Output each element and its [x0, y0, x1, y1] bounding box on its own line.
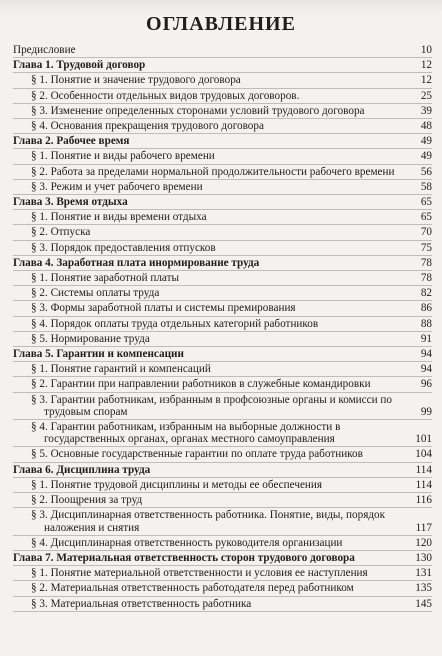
- toc-entry-page: 49: [420, 135, 432, 148]
- toc-entry-title: Предисловие: [13, 44, 76, 56]
- toc-entry-title: § 3. Порядок предоставления отпусков: [31, 241, 216, 254]
- toc-section-row: [13, 508, 432, 535]
- toc-entry-title: Глава 6. Дисциплина труда: [13, 463, 151, 476]
- toc-entry-title: § 2. Поощрения за труд: [31, 494, 143, 507]
- toc-section-row: [13, 286, 432, 301]
- toc-entry-page: 88: [420, 317, 432, 330]
- page-title: ОГЛАВЛЕНИЕ: [146, 13, 296, 35]
- toc-section-row: [13, 478, 432, 493]
- toc-section-row: [13, 581, 432, 596]
- toc-chapter-row: [13, 256, 432, 271]
- toc-entry-title: § 1. Понятие трудовой дисциплины и методы ее обеспечения: [31, 478, 323, 491]
- toc-chapter-row: [13, 58, 432, 73]
- toc-entry-page: 120: [415, 536, 432, 549]
- toc-entry-page: 96: [420, 378, 432, 391]
- toc-section-row: [13, 210, 432, 225]
- toc-entry-title: § 2. Материальная ответственность работодателя перед работником: [31, 582, 354, 595]
- toc-entry-page: 56: [420, 165, 432, 178]
- toc-entry-page: 65: [420, 196, 432, 209]
- toc-entry-page: 65: [420, 211, 432, 224]
- toc-section-row: [13, 317, 432, 332]
- toc-entry-title: § 3. Формы заработной платы и системы премирования: [31, 302, 296, 315]
- previous-page-bleed: [0, 0, 442, 14]
- toc-entry-page: 86: [420, 302, 432, 315]
- toc-entry-title: § 1. Понятие материальной ответственности и условия ее наступления: [31, 567, 368, 580]
- toc-section-row: [13, 332, 432, 347]
- toc-entry-title: Глава 4. Заработная плата инормирование труда: [13, 256, 260, 269]
- toc-section-row: [13, 73, 432, 88]
- toc-entry-page: 78: [420, 256, 432, 269]
- toc-entry-title: § 4. Порядок оплаты труда отдельных категорий работников: [31, 317, 319, 330]
- toc-entry-page: 94: [420, 363, 432, 376]
- toc-entry-title: § 5. Нормирование труда: [31, 332, 150, 345]
- toc-entry-page: 117: [415, 521, 432, 534]
- toc-entry-page: 101: [415, 433, 432, 446]
- toc-entry-title: § 2. Работа за пределами нормальной продолжительности рабочего времени: [31, 165, 395, 178]
- toc-section-row: [13, 180, 432, 195]
- toc-entry-title: § 1. Понятие и значение трудового договора: [31, 74, 241, 87]
- toc-entry-page: 78: [420, 272, 432, 285]
- toc-entry-title: § 2. Гарантии при направлении работников в служебные командировки: [31, 378, 371, 391]
- toc-section-row: [13, 165, 432, 180]
- toc-section-row: [13, 119, 432, 134]
- toc-entry-page: 99: [420, 405, 432, 418]
- toc-section-row: [13, 493, 432, 508]
- toc-chapter-row: [13, 463, 432, 478]
- toc-row: [13, 43, 432, 58]
- toc-chapter-row: [13, 551, 432, 566]
- toc-section-row: [13, 271, 432, 286]
- toc-entry-page: 75: [420, 241, 432, 254]
- toc-entry-title: § 1. Понятие заработной платы: [31, 272, 180, 285]
- toc-section-row: [13, 447, 432, 462]
- toc-entry-page: 114: [415, 478, 432, 491]
- toc-entry-title: Глава 3. Время отдыха: [13, 196, 128, 209]
- toc-entry-title: § 3. Изменение определенных сторонами условий трудового договора: [31, 104, 365, 117]
- toc-section-row: [13, 104, 432, 119]
- toc-entry-page: 70: [420, 226, 432, 239]
- toc-entry-page: 12: [420, 59, 432, 72]
- toc-entry-page: 49: [420, 150, 432, 163]
- toc-entry-title: § 5. Основные государственные гарантии по оплате труда работников: [31, 448, 363, 461]
- toc-entry-title: § 3. Дисциплинарная ответственность работника. Понятие, виды, порядок наложения и снятия: [31, 509, 386, 534]
- toc-entry-title: Глава 7. Материальная ответственность сторон трудового договора: [13, 551, 355, 564]
- toc-entry-page: 114: [415, 463, 432, 476]
- toc-chapter-row: [13, 347, 432, 362]
- toc-entry-page: 116: [415, 494, 432, 507]
- toc-section-row: [13, 149, 432, 164]
- toc-section-row: [13, 420, 432, 447]
- toc-entry-page: 25: [420, 89, 432, 102]
- toc-section-row: [13, 362, 432, 377]
- toc-section-row: [13, 241, 432, 256]
- toc-entry-page: 10: [420, 44, 432, 56]
- toc-entry-page: 94: [420, 348, 432, 361]
- toc-entry-title: § 4. Дисциплинарная ответственность руководителя организации: [31, 536, 343, 549]
- toc-entry-page: 58: [420, 180, 432, 193]
- toc-entry-title: § 3. Материальная ответственность работника: [31, 597, 252, 610]
- toc-section-row: [13, 536, 432, 551]
- toc-entry-title: § 2. Особенности отдельных видов трудовых договоров.: [31, 89, 300, 102]
- toc-entry-page: 104: [415, 448, 432, 461]
- toc-entry-page: 130: [415, 551, 432, 564]
- toc-entry-title: § 4. Гарантии работникам, избранным на выборные должности в государственных органах, органах местного самоуправления: [31, 421, 341, 446]
- toc-section-row: [13, 597, 432, 612]
- toc-entry-title: Глава 5. Гарантии и компенсации: [13, 348, 184, 361]
- table-of-contents: [13, 43, 432, 612]
- toc-entry-page: 145: [415, 597, 432, 610]
- toc-entry-page: 131: [415, 567, 432, 580]
- toc-entry-title: § 4. Основания прекращения трудового договора: [31, 120, 264, 133]
- toc-entry-title: § 3. Режим и учет рабочего времени: [31, 180, 203, 193]
- toc-section-row: [13, 566, 432, 581]
- toc-entry-page: 12: [420, 74, 432, 87]
- toc-entry-page: 91: [420, 332, 432, 345]
- toc-entry-page: 82: [420, 287, 432, 300]
- toc-entry-title: Глава 1. Трудовой договор: [13, 59, 146, 72]
- toc-entry-title: § 1. Понятие гарантий и компенсаций: [31, 363, 211, 376]
- toc-chapter-row: [13, 195, 432, 210]
- toc-entry-title: § 1. Понятие и виды времени отдыха: [31, 211, 207, 224]
- toc-section-row: [13, 393, 432, 420]
- toc-entry-page: 135: [415, 582, 432, 595]
- toc-entry-page: 39: [420, 104, 432, 117]
- toc-section-row: [13, 301, 432, 316]
- toc-section-row: [13, 89, 432, 104]
- toc-entry-title: § 2. Системы оплаты труда: [31, 287, 160, 300]
- toc-section-row: [13, 377, 432, 392]
- toc-entry-title: § 1. Понятие и виды рабочего времени: [31, 150, 215, 163]
- toc-entry-title: Глава 2. Рабочее время: [13, 135, 130, 148]
- toc-entry-page: 48: [420, 120, 432, 133]
- toc-entry-title: § 2. Отпуска: [31, 226, 91, 239]
- toc-chapter-row: [13, 134, 432, 149]
- toc-section-row: [13, 225, 432, 240]
- toc-entry-title: § 3. Гарантии работникам, избранным в профсоюзные органы и комисси по трудовым спорам: [31, 393, 392, 418]
